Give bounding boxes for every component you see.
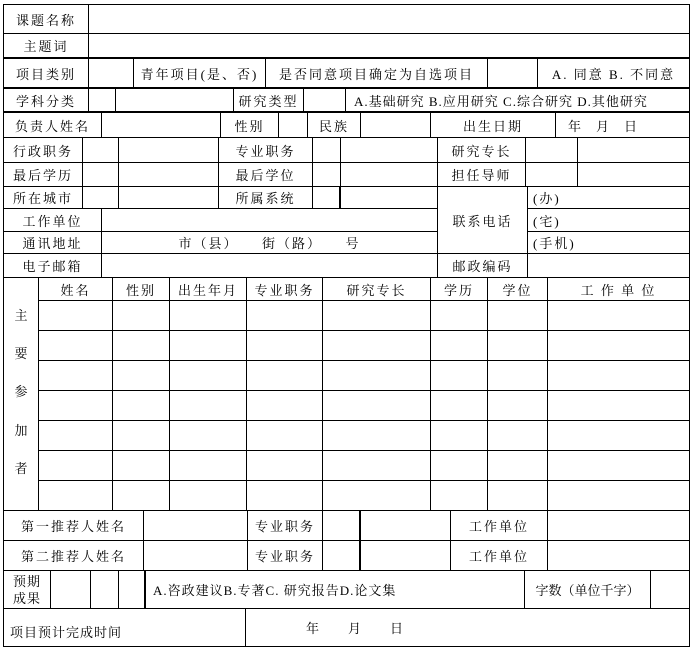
ethnicity-input[interactable] [361,113,431,138]
agree-options-label: A. 同意 B. 不同意 [538,59,689,88]
participant-cell[interactable] [548,331,689,361]
gender-label: 性别 [221,113,279,138]
self-select-label: 是否同意项目确定为自选项目 [266,59,488,88]
project-title-row [4,5,689,34]
col-name: 姓名 [39,278,113,301]
participant-cell[interactable] [170,421,247,451]
wordcount-label: 字数（单位千字） [525,571,651,609]
col-education: 学历 [431,278,488,301]
col-birth: 出生年月 [170,278,247,301]
last-degree-label: 最后学位 [219,163,313,187]
participant-cell[interactable] [488,331,548,361]
postcode-input[interactable] [528,254,689,278]
participant-cell[interactable] [488,451,548,481]
participant-cell[interactable] [548,361,689,391]
ethnicity-label: 民族 [308,113,361,138]
recommender1-unit-label: 工作单位 [451,511,548,541]
expected-results-input2[interactable] [91,571,119,609]
participants-section [4,278,689,511]
participant-cell[interactable] [488,481,548,511]
participant-cell[interactable] [431,481,488,511]
participant-row [39,301,689,331]
participant-cell[interactable] [170,301,247,331]
leader-name-label: 负责人姓名 [4,113,102,138]
specialty-input[interactable] [526,138,578,163]
participant-cell[interactable] [431,301,488,331]
email-input[interactable] [102,254,438,278]
participant-cell[interactable] [247,481,323,511]
phone-office-field[interactable]: (办) [528,187,689,209]
project-category-label: 项目类别 [4,59,89,88]
participants-table [39,278,689,511]
project-title-input[interactable] [89,5,689,34]
system-label: 所属系统 [219,187,313,209]
recommender2-unit-input[interactable] [548,541,689,571]
expected-results-input3[interactable] [119,571,146,609]
participant-cell[interactable] [548,391,689,421]
participant-cell[interactable] [323,301,431,331]
email-label: 电子邮箱 [4,254,102,278]
participant-cell[interactable] [431,451,488,481]
participant-cell[interactable] [170,451,247,481]
completion-date-value[interactable]: 年 月 日 [306,621,405,636]
last-education-input2[interactable] [119,163,219,187]
expected-results-input1[interactable] [51,571,91,609]
admin-post-label: 行政职务 [4,138,83,163]
participant-cell[interactable] [548,421,689,451]
keywords-row [4,34,689,58]
system-input2[interactable] [341,187,438,209]
recommender2-name-input[interactable] [144,541,248,571]
participant-cell[interactable] [39,391,113,421]
participant-row [39,361,689,391]
participant-cell[interactable] [113,361,170,391]
city-label: 所在城市 [4,187,83,209]
last-education-input[interactable] [83,163,119,187]
completion-label: 项目预计完成时间 [4,609,246,646]
participant-cell[interactable] [113,391,170,421]
participant-cell[interactable] [323,451,431,481]
phone-mobile-field[interactable]: (手机) [528,232,689,254]
participant-cell[interactable] [548,451,689,481]
expected-results-row [4,571,689,609]
discipline-row [4,89,689,113]
participants-side-label-char: 要 [14,346,28,362]
specialty-label: 研究专长 [438,138,526,163]
recommender1-prof-input[interactable] [323,511,361,541]
contact-phone-label: 联系电话 [438,187,528,254]
participant-cell[interactable] [431,331,488,361]
supervisor-input2[interactable] [578,163,689,187]
participant-cell[interactable] [247,421,323,451]
discipline-code-input[interactable] [89,89,116,112]
participant-cell[interactable] [113,331,170,361]
recommender2-prof-label: 专业职务 [248,541,323,571]
participant-cell[interactable] [39,481,113,511]
participant-cell[interactable] [170,361,247,391]
participant-cell[interactable] [548,481,689,511]
participant-cell[interactable] [323,421,431,451]
self-select-input[interactable] [488,59,538,88]
research-type-input[interactable] [304,89,346,112]
participant-cell[interactable] [39,451,113,481]
completion-row [4,609,689,646]
participant-cell[interactable] [488,391,548,421]
work-unit-input[interactable] [102,209,438,232]
participant-cell[interactable] [113,421,170,451]
birth-date-value[interactable]: 年 月 日 [556,113,689,138]
last-degree-input2[interactable] [341,163,438,187]
participant-cell[interactable] [323,361,431,391]
recommender1-prof-input2[interactable] [361,511,451,541]
participant-cell[interactable] [323,481,431,511]
admin-post-input[interactable] [83,138,119,163]
participant-row [39,421,689,451]
participant-cell[interactable] [39,301,113,331]
participants-side-label-char: 主 [14,308,28,324]
research-type-label: 研究类型 [234,89,304,112]
participant-cell[interactable] [247,391,323,421]
prof-post-label: 专业职务 [219,138,313,163]
last-degree-input[interactable] [313,163,341,187]
recommender1-prof-label: 专业职务 [248,511,323,541]
participant-row [39,451,689,481]
project-category-row [4,58,689,89]
specialty-input2[interactable] [578,138,689,163]
participant-cell[interactable] [113,451,170,481]
participant-row [39,331,689,361]
participant-cell[interactable] [548,301,689,331]
recommender2-label: 第二推荐人姓名 [4,541,144,571]
participant-cell[interactable] [170,481,247,511]
col-prof-post: 专业职务 [247,278,323,301]
participant-cell[interactable] [431,421,488,451]
admin-post-input2[interactable] [119,138,219,163]
participant-cell[interactable] [431,391,488,421]
recommender2-prof-input[interactable] [323,541,361,571]
address-input[interactable]: 市（县） 街（路） 号 [102,232,438,254]
recommender1-name-input[interactable] [144,511,248,541]
participant-cell[interactable] [113,481,170,511]
city-input[interactable] [83,187,119,209]
phone-home-field[interactable]: (宅) [528,209,689,232]
participant-cell[interactable] [39,331,113,361]
leader-name-input[interactable] [102,113,221,138]
supervisor-input[interactable] [526,163,578,187]
col-degree: 学位 [488,278,548,301]
wordcount-input[interactable] [651,571,689,609]
city-input2[interactable] [119,187,219,209]
birth-date-label: 出生日期 [431,113,556,138]
col-gender: 性别 [113,278,170,301]
col-work-unit: 工 作 单 位 [548,278,689,301]
discipline-label: 学科分类 [4,89,89,112]
participant-cell[interactable] [247,331,323,361]
participants-header-row [39,278,689,301]
postcode-label: 邮政编码 [438,254,528,278]
gender-input[interactable] [279,113,308,138]
prof-post-input2[interactable] [341,138,438,163]
participant-cell[interactable] [488,421,548,451]
recommender1-unit-input[interactable] [548,511,689,541]
application-form-table [3,4,690,647]
recommender2-unit-label: 工作单位 [451,541,548,571]
contact-block [4,187,689,278]
recommender1-row [4,511,689,541]
youth-project-label: 青年项目(是、否) [134,59,266,88]
participants-side-label [4,278,39,511]
supervisor-label: 担任导师 [438,163,526,187]
participant-cell[interactable] [323,331,431,361]
participants-side-label-char: 者 [14,460,28,476]
participant-cell[interactable] [247,361,323,391]
expected-results-label: 预期成果 [4,571,51,609]
prof-post-input[interactable] [313,138,341,163]
project-title-label: 课题名称 [4,5,89,34]
participants-side-label-char: 加 [14,422,28,438]
address-label: 通讯地址 [4,232,102,254]
research-type-options-label: A.基础研究 B.应用研究 C.综合研究 D.其他研究 [346,89,689,112]
participant-row [39,481,689,511]
col-specialty: 研究专长 [323,278,431,301]
participant-row [39,391,689,421]
participant-cell[interactable] [247,451,323,481]
participant-cell[interactable] [113,301,170,331]
participant-cell[interactable] [170,331,247,361]
discipline-name-input[interactable] [116,89,234,112]
last-education-label: 最后学历 [4,163,83,187]
participant-cell[interactable] [488,301,548,331]
participant-cell[interactable] [247,301,323,331]
participant-cell[interactable] [431,361,488,391]
project-category-input[interactable] [89,59,134,88]
participants-side-label-char: 参 [14,384,28,400]
participants-body [39,301,689,511]
admin-post-row [4,138,689,163]
participant-cell[interactable] [488,361,548,391]
results-options-label: A.咨政建议B.专著C. 研究报告D.论文集 [146,571,525,609]
participant-cell[interactable] [39,361,113,391]
participant-cell[interactable] [170,391,247,421]
recommender1-label: 第一推荐人姓名 [4,511,144,541]
participant-cell[interactable] [323,391,431,421]
system-input[interactable] [313,187,341,209]
work-unit-label: 工作单位 [4,209,102,232]
education-row [4,163,689,187]
leader-name-row [4,113,689,138]
recommender2-row [4,541,689,571]
keywords-label: 主题词 [4,34,89,58]
participant-cell[interactable] [39,421,113,451]
keywords-input[interactable] [89,34,689,58]
recommender2-prof-input2[interactable] [361,541,451,571]
